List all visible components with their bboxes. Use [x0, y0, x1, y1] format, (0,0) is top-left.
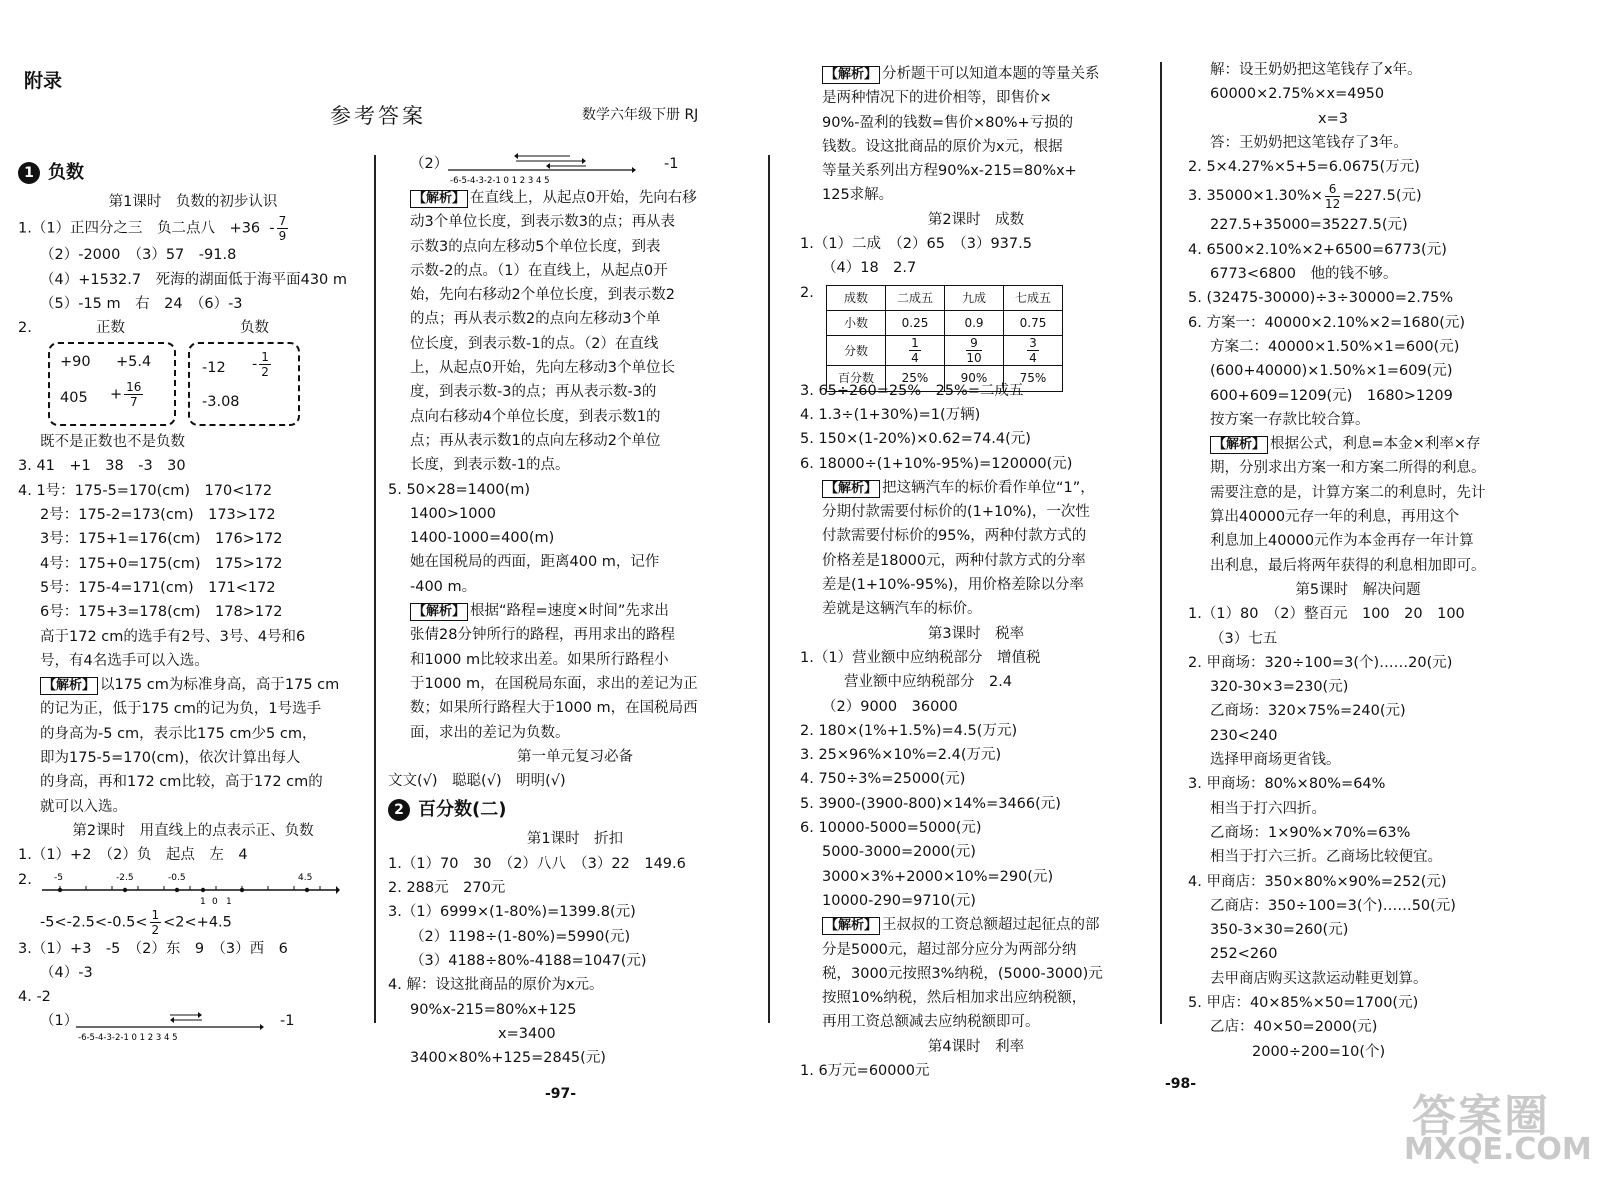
answer-line: 乙商场：320×75%=240(元): [1210, 703, 1406, 720]
analysis-tag: 【解析】: [1210, 436, 1268, 454]
lesson-title: 第2课时 成数: [927, 211, 1025, 228]
question-number: 2.: [18, 320, 32, 337]
unit-heading: [388, 793, 762, 827]
answer-line: 4. 6500×2.10%×2+6500=6773(元): [1188, 241, 1447, 258]
tick-labels: -6-5-4-3-2-1 0 1 2 3 4 5: [78, 1033, 178, 1044]
answer-line: x=3: [1318, 110, 1348, 127]
analysis-tag: 【解析】: [822, 480, 880, 498]
analysis-line: 的身高，再和172 cm比较，高于172 cm的: [40, 774, 323, 791]
answer-line: 1.（1）二成 （2）65 （3）937.5: [800, 236, 1032, 253]
answer-line: 3000×3%+2000×10%=290(元): [822, 868, 1054, 885]
negative-set-box: -12 - $\frac{1}{2}$ -3.08: [188, 342, 300, 426]
analysis-line: 分期付款需要付标价的(1+10%)，一次性: [822, 504, 1090, 521]
analysis-line: 【解析】 把这辆汽车的标价看作单位“1”，: [800, 476, 1152, 500]
answer-line: 1.（1）正四分之三 负二点八 +36 - $\frac{7}{9}$: [18, 214, 287, 244]
answer-line: 2. 甲商场：320÷100=3(个)……20(元): [1188, 654, 1453, 671]
answer-line: 去甲商店购买这款运动鞋更划算。: [1210, 970, 1428, 987]
answer-line: 6773<6800 他的钱不够。: [1210, 266, 1398, 283]
answer-line: 4号：175+0=175(cm) 175>172: [40, 555, 283, 572]
analysis-line: 等量关系列出方程90%x-215=80%x+: [822, 163, 1077, 180]
analysis-line: 的身高为-5 cm，表示比175 cm少5 cm，: [40, 725, 317, 742]
negative-label: 负数: [240, 320, 269, 337]
column-divider: [374, 155, 376, 1023]
answer-line: 营业额中应纳税部分 2.4: [844, 674, 1013, 691]
lesson-title: 第5课时 解决问题: [1295, 581, 1421, 598]
analysis-line: 和1000 m比较求出差。如果所行路程小: [410, 651, 669, 668]
number-line-answer: 2. -5 -2.5 -0.5 1 0 1 4.5: [18, 868, 368, 908]
answer-line: 乙店：40×50=2000(元): [1210, 1019, 1378, 1036]
analysis-line: 始，先向右移动2个单位长度，到表示数2: [410, 287, 675, 304]
table-row: 小数 0.25 0.9 0.75: [827, 310, 1063, 335]
answer-line: （2）9000 36000: [822, 698, 958, 715]
answer-line: 252<260: [1210, 946, 1278, 963]
answer-line: 5. 150×(1-20%)×0.62=74.4(元): [800, 431, 1031, 448]
unit-title: 百分数(二): [418, 799, 507, 821]
answer-line: 5. 3900-(3900-800)×14%=3466(元): [800, 795, 1061, 812]
answer-line: 6号：175+3=178(cm) 178>172: [40, 604, 283, 621]
answer-line: 1.（1）70 30 （2）八八 （3）22 149.6: [388, 855, 686, 872]
answer-line: 既不是正数也不是负数: [40, 434, 185, 451]
answer-line: 选择甲商场更省钱。: [1210, 752, 1341, 769]
answer-line: （3）4188÷80%-4188=1047(元): [410, 952, 647, 969]
analysis-line: 动3个单位长度，到表示数3的点；再从表: [410, 214, 675, 231]
lesson-title: 第3课时 税率: [927, 625, 1025, 642]
answer-line: 6. 18000÷(1+10%-95%)=120000(元): [800, 455, 1073, 472]
unit-number-badge: 2: [388, 799, 410, 821]
conversion-table: [826, 285, 1063, 392]
positive-label: 正数: [96, 320, 125, 337]
tick-label: 0: [212, 896, 218, 907]
tick-label: -2.5: [116, 872, 134, 883]
answer-line: 6. 方案一：40000×2.10%×2=1680(元): [1188, 314, 1466, 331]
analysis-line: 差就是这辆汽车的标价。: [822, 601, 982, 618]
answer-line: 乙商场：1×90%×70%=63%: [1210, 824, 1411, 841]
column-divider: [1160, 62, 1162, 1024]
analysis-line: 125求解。: [822, 187, 894, 204]
answer-line: x=3400: [498, 1025, 556, 1042]
tick-labels: -6-5-4-3-2-1 0 1 2 3 4 5: [450, 176, 550, 186]
unit-title: 负数: [48, 162, 84, 183]
answer-line: 号，有4名选手可以入选。: [40, 652, 209, 669]
answer-line: 1. 6万元=60000元: [800, 1062, 930, 1079]
analysis-line: 数；如果所行路程大于1000 m，在国税局西: [410, 700, 698, 717]
lesson-title: 第1课时 负数的初步认识: [108, 194, 278, 210]
answer-line: 4. 750÷3%=25000(元): [800, 771, 966, 788]
answer-line: 3. 甲商场：80%×80%=64%: [1188, 776, 1386, 793]
review-title: 第一单元复习必备: [517, 748, 633, 765]
answer-line: （2）-2000 （3）57 -91.8: [40, 247, 237, 264]
answer-line: 600+609=1209(元) 1680>1209: [1210, 387, 1453, 404]
number-line: [40, 868, 340, 908]
analysis-line: 【解析】 在直线上，从起点0开始，先向右移: [388, 186, 762, 210]
answer-line: 乙商店：350÷100=3(个)……50(元): [1210, 897, 1456, 914]
watermark-url: MXQE.COM: [1404, 1132, 1592, 1167]
column-4: [1188, 58, 1588, 1064]
answer-line: 4. -2: [18, 989, 51, 1006]
fraction: $\frac{7}{9}$: [278, 214, 287, 244]
analysis-line: 需要注意的是，计算方案二的利息时，先计: [1210, 484, 1486, 501]
conversion-table-answer: 2. 成数 二成五 九成 七成五 小数 0.25 0.9 0.75 分数 $\frac{1}{4}$ $\frac{9}{10}$ $\frac{3}{4}$ 百分数 25% 90% 75%: [800, 281, 1152, 379]
answer-line: 1.（1）营业额中应纳税部分 增值税: [800, 649, 1041, 666]
analysis-line: 是两种情况下的进价相等，即售价×: [822, 90, 1052, 107]
answer-line: 2. 5×4.27%×5+5=6.0675(万元): [1188, 159, 1420, 176]
unit-number-badge: 1: [18, 162, 40, 184]
answer-line: 10000-290=9710(元): [822, 892, 976, 909]
analysis-line: 就可以入选。: [40, 798, 127, 815]
unit-heading: [18, 156, 368, 190]
answer-line: 3. 41 +1 38 -3 30: [18, 458, 186, 475]
page-number-left: -97-: [545, 1086, 577, 1102]
analysis-line: 期，分别求出方案一和方案二所得的利息。: [1210, 460, 1486, 477]
answer-line: 6. 10000-5000=5000(元): [800, 820, 982, 837]
table-row: 分数 $\frac{1}{4}$ $\frac{9}{10}$ $\frac{3}{4}$: [827, 336, 1063, 366]
answer-line: 4. 1号：175-5=170(cm) 170<172: [18, 482, 273, 499]
analysis-line: 利息加上40000元作为本金再存一年计算: [1210, 533, 1474, 550]
positive-set-box: +90 +5.4 405 + $\frac{16}{7}$: [48, 342, 176, 426]
page-number-right: -98-: [1165, 1076, 1197, 1092]
analysis-line: 示数3的点向左移动5个单位长度，到表: [410, 238, 661, 255]
answer-line: 5号：175-4=171(cm) 171<172: [40, 579, 276, 596]
analysis-line: 出利息，最后将两年获得的利息相加即可。: [1210, 557, 1486, 574]
answer-line: 答：王奶奶把这笔钱存了3年。: [1210, 134, 1408, 151]
answer-line: -5<-2.5<-0.5< $\frac{1}{2}$ <2<+4.5: [40, 907, 232, 937]
analysis-line: 钱数。设这批商品的原价为x元，根据: [822, 138, 1063, 155]
answer-line: 4. 甲商店：350×80%×90%=252(元): [1188, 873, 1447, 890]
analysis-line: 【解析】 根据“路程=速度×时间”先求出: [388, 599, 762, 623]
analysis-line: 点；再从表示数1的点向左移动2个单位: [410, 432, 661, 449]
page-title: 参考答案: [330, 104, 426, 128]
watermark-logo: 答案圈: [1412, 1091, 1550, 1142]
answer-line: 解：设王奶奶把这笔钱存了x年。: [1210, 62, 1422, 78]
answer-line: -400 m。: [410, 578, 477, 595]
analysis-line: 位长度，到表示数-1的点。（2）在直线: [410, 335, 659, 352]
answer-line: 3400×80%+125=2845(元): [410, 1050, 606, 1067]
lesson-title: 第2课时 用直线上的点表示正、负数: [72, 822, 314, 839]
analysis-line: 付款需要付标价的95%，两种付款方式的: [822, 528, 1087, 545]
analysis-line: 分是5000元，超过部分应分为两部分纳: [822, 941, 1077, 958]
answer-line: 5. 甲店：40×85%×50=1700(元): [1188, 994, 1419, 1011]
answer-line: 按方案一存款比较合算。: [1210, 411, 1370, 428]
analysis-line: 价格差是18000元，两种付款方式的分率: [822, 552, 1086, 569]
answer-line: 文文(√) 聪聪(√) 明明(√): [388, 773, 566, 790]
analysis-line: 点向右移动4个单位长度，到表示数1的: [410, 408, 661, 425]
analysis-line: 算出40000元存一年的利息，再用这个: [1210, 509, 1460, 526]
analysis-line: 的点；再从表示数2的点向左移动3个单: [410, 311, 661, 328]
number-line-answer: （2） -6-5-4-3-2-1 0 1 2 3 4 5 -1: [388, 152, 762, 186]
analysis-line: 税，3000元按照3%纳税，(5000-3000)元: [822, 965, 1103, 982]
answer-line: （4）18 2.7: [822, 260, 917, 277]
answer-line: 3.（1）+3 -5 （2）东 9 （3）西 6: [18, 940, 288, 957]
answer-line: 1400-1000=400(m): [410, 530, 555, 547]
analysis-line: 度，到表示数-3的点；再从表示数-3的: [410, 384, 657, 401]
answer-line: 2号：175-2=173(cm) 173>172: [40, 507, 276, 524]
answer-line: 她在国税局的西面，距离400 m，记作: [410, 554, 660, 571]
column-2: [388, 152, 762, 1070]
small-number-line: [74, 1009, 264, 1043]
answer-line: 5000-3000=2000(元): [822, 844, 976, 861]
answer-line: 3. 65÷260=25% 25%=二成五: [800, 382, 1024, 399]
analysis-line: 【解析】 分析题干可以知道本题的等量关系: [800, 62, 1152, 86]
answer-line: 230<240: [1210, 727, 1278, 744]
answer-line: 1.（1）80 （2）整百元 100 20 100: [1188, 606, 1465, 623]
answer-line: 相当于打六三折。乙商场比较便宜。: [1210, 849, 1442, 866]
answer-line: 1.（1）+2 （2）负 起点 左 4: [18, 847, 248, 864]
answer-line: 2. 180×(1%+1.5%)=4.5(万元): [800, 722, 1018, 739]
lesson-title: 第1课时 折扣: [526, 831, 624, 848]
answer-line: 320-30×3=230(元): [1210, 679, 1349, 696]
answer-line: 2000÷200=10(个): [1252, 1043, 1386, 1060]
answer-line: 4. 解：设这批商品的原价为x元。: [388, 977, 604, 994]
answer-line: 90%x-215=80%x+125: [410, 1001, 577, 1018]
answer-line: 3. 25×96%×10%=2.4(万元): [800, 747, 1002, 764]
analysis-line: 的记为正，低于175 cm的记为负，1号选手: [40, 701, 322, 718]
number-line-answer: （1） -6-5-4-3-2-1 0 1 2 3 4 5 -1: [18, 1009, 368, 1043]
analysis-line: 【解析】 王叔叔的工资总额超过起征点的部: [800, 913, 1152, 937]
lesson-title: 第4课时 利率: [927, 1038, 1025, 1055]
answer-line: （4）+1532.7 死海的湖面低于海平面430 m: [40, 271, 348, 288]
table-row: 百分数 25% 90% 75%: [827, 366, 1063, 391]
answer-line: 高于172 cm的选手有2号、3号、4号和6: [40, 628, 306, 645]
tick-label: 4.5: [298, 872, 313, 883]
answer-line: 1400>1000: [410, 505, 496, 522]
answer-line: 相当于打六四折。: [1210, 800, 1326, 817]
answer-line: （4）-3: [40, 964, 93, 981]
answer-line: 2. 288元 270元: [388, 880, 506, 897]
tick-label: -0.5: [168, 872, 186, 883]
analysis-tag: 【解析】: [40, 677, 98, 695]
analysis-tag: 【解析】: [822, 66, 880, 84]
answer-line: 5. 50×28=1400(m): [388, 481, 530, 498]
answer-line: （2）1198÷(1-80%)=5990(元): [410, 928, 631, 945]
column-1: [18, 156, 368, 1043]
answer-line: （3）七五: [1210, 630, 1278, 647]
answer-line: 5. (32475-30000)÷3÷30000=2.75%: [1188, 290, 1454, 307]
analysis-line: 90%-盈利的钱数=售价×80%+亏损的: [822, 114, 1074, 131]
tick-label: 1: [226, 896, 232, 907]
answer-line: (600+40000)×1.50%×1=609(元): [1210, 363, 1453, 380]
analysis-line: 按照10%纳税，然后相加求出应纳税额，: [822, 990, 1087, 1007]
page-divider: [768, 155, 770, 1023]
analysis-tag: 【解析】: [822, 917, 880, 935]
answer-line: 350-3×30=260(元): [1210, 922, 1349, 939]
analysis-tag: 【解析】: [410, 190, 468, 208]
small-number-line: [446, 152, 636, 186]
book-subtitle: 数学六年级下册 RJ: [582, 107, 699, 123]
analysis-line: 长度，到表示数-1的点。: [410, 457, 570, 474]
column-3: [800, 62, 1152, 1083]
answer-line: 3.（1）6999×(1-80%)=1399.8(元): [388, 904, 636, 921]
answer-line: （5）-15 m 右 24 （6）-3: [40, 295, 243, 312]
answer-line: 方案二：40000×1.50%×1=600(元): [1210, 338, 1460, 355]
answer-line: 227.5+35000=35227.5(元): [1210, 217, 1408, 234]
answer-line: 60000×2.75%×x=4950: [1210, 86, 1385, 103]
tick-label: -5: [54, 872, 63, 883]
analysis-line: 于1000 m，在国税局东面，求出的差记为正: [410, 675, 698, 692]
answer-line: 3号：175+1=176(cm) 176>172: [40, 531, 283, 548]
analysis-line: 示数-2的点。（1）在直线上，从起点0开: [410, 262, 668, 279]
answer-line: 3. 35000×1.30%× $\frac{6}{12}$ =227.5(元): [1188, 181, 1422, 211]
analysis-line: 张倩28分钟所行的路程，再用求出的路程: [410, 627, 675, 644]
analysis-line: 【解析】 以175 cm为标准身高，高于175 cm: [18, 673, 368, 697]
analysis-line: 面，求出的差记为负数。: [410, 724, 570, 741]
answer-line: 4. 1.3÷(1+30%)=1(万辆): [800, 406, 981, 423]
number-classification: [18, 316, 368, 430]
appendix-label: 附录: [24, 70, 63, 92]
analysis-line: 【解析】 根据公式，利息=本金×利率×存: [1188, 432, 1588, 456]
analysis-tag: 【解析】: [410, 603, 468, 621]
analysis-line: 上，从起点0开始，先向左移动3个单位长: [410, 360, 675, 377]
analysis-line: 差是(1+10%-95%)，用价格差除以分率: [822, 577, 1084, 594]
tick-label: 1: [200, 896, 206, 907]
analysis-line: 即为175-5=170(cm)，依次计算出每人: [40, 750, 301, 767]
analysis-line: 再用工资总额减去应纳税额即可。: [822, 1014, 1040, 1031]
table-row: 成数 二成五 九成 七成五: [827, 285, 1063, 310]
